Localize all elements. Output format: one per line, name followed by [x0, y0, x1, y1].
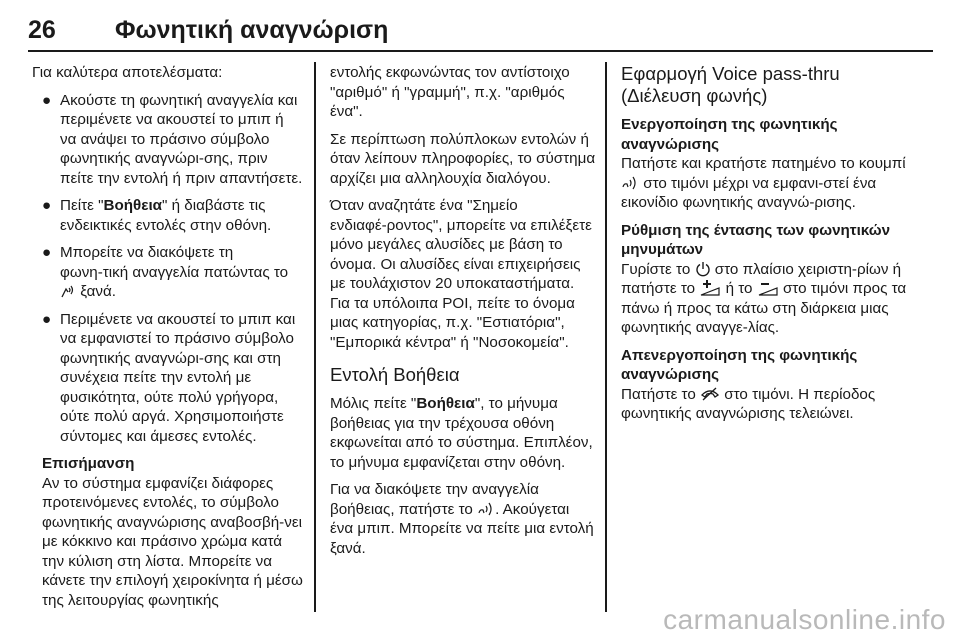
paragraph: Μόλις πείτε "Βοήθεια", το μήνυμα βοήθειας για την τρέχουσα οθόνη εκφωνείται από το σύστημα. Επιπλέον, το μήνυμα εμφανίζεται στην οθόνη. [330, 395, 593, 471]
voice-command-icon [60, 283, 76, 299]
paragraph: Πατήστε και κρατήστε πατημένο το κουμπί στο τιμόνι μέχρι να εμφανι‑στεί ένα εικονίδιο φωνητικής αναγνώ‑ρισης. [621, 155, 906, 211]
column-3 [621, 63, 921, 432]
note-title: Επισήμανση [42, 455, 135, 472]
end-call-icon [700, 386, 720, 402]
list-item: ● Ακούστε τη φωνητική αναγγελία και περιμένετε να ακουστεί το μπιπ ή να ανάψει το πράσινο σύμβολο φωνητικής αναγνώρι‑σης, πριν πείτε την εντολή ή πριν απαντήσετε. [42, 91, 303, 187]
subheading-deactivate: Απενεργοποίηση της φωνητικής αναγνώρισης [621, 346, 858, 383]
note-block [32, 454, 304, 610]
list-item: ● Μπορείτε να διακόψετε τη φωνη‑τική αναγγελία πατώντας το ξανά. [42, 244, 289, 300]
power-knob-icon [695, 261, 711, 277]
page-title: Φωνητική αναγνώριση [115, 16, 389, 44]
tips-list [32, 91, 304, 447]
bullet-icon: ● [42, 197, 52, 214]
paragraph: Πατήστε το στο τιμόνι. Η περίοδος φωνητικής αναγνώρισης τελειώνει. [621, 385, 876, 422]
section-heading-voice-pass-thru: Εφαρμογή Voice pass-thru (Διέλευση φωνής) [621, 63, 840, 106]
subheading-activate: Ενεργοποίηση της φωνητικής αναγνώρισης [621, 116, 838, 153]
header-rule [28, 50, 933, 52]
watermark: carmanualsonline.info [663, 604, 946, 635]
column-2 [330, 63, 596, 566]
column-1 [32, 63, 304, 618]
paragraph: Γυρίστε το στο πλαίσιο χειριστη‑ρίων ή πατήστε το ή το στο τιμόνι προς τα πάνω ή προς τα κάτω στη διάρκεια μιας φωνητικής αναγγε‑λίας. [621, 260, 907, 336]
voice-command-icon [477, 501, 495, 517]
volume-down-icon [757, 280, 779, 296]
intro-text: Για καλύτερα αποτελέσματα: [32, 64, 223, 81]
subheading-volume: Ρύθμιση της έντασης των φωνητικών μηνυμάτων [621, 221, 891, 258]
list-item: ● Πείτε "Βοήθεια" ή διαβάστε τις ενδεικτικές εντολές στην οθόνη. [42, 197, 272, 234]
continued-text: εντολής εκφωνώντας τον αντίστοιχο "αριθμό" ή "γραμμή", π.χ. "αριθμός ένα". [330, 64, 570, 120]
list-item: ● Περιμένετε να ακουστεί το μπιπ και να εμφανιστεί το πράσινο σύμβολο φωνητικής αναγνώρι‑σης και στη συνέχεια πείτε την εντολή με φυσικότητα, ούτε πολύ γρήγορα, ούτε πολύ αργά. Χρησιμοποιήστε σύντομες και άμεσες εντολές. [42, 310, 296, 445]
bullet-icon: ● [42, 244, 52, 261]
paragraph: Σε περίπτωση πολύπλοκων εντολών ή όταν λείπουν πληροφορίες, το σύστημα αρχίζει μια αλληλουχία διαλόγου. [330, 130, 596, 187]
bullet-icon: ● [42, 310, 52, 328]
paragraph: Για να διακόψετε την αναγγελία βοήθειας, πατήστε το . Ακούγεται ένα μπιπ. Μπορείτε να πείτε μια εντολή ξανά. [330, 481, 594, 557]
paragraph: Όταν αναζητάτε ένα "Σημείο ενδιαφέ‑ροντος", μπορείτε να επιλέξετε μόνο μεγάλες αλυσίδες με βάση το όνομα. Οι αλυσίδες είναι επιχειρήσεις με τουλάχιστον 20 υποκαταστήματα. Για τα υπόλοιπα POI, πείτε το όνομα μιας κατηγορίας, π.χ. "Εστιατόρια", "Εμπορικά κέντρα" ή "Νοσοκομεία". [330, 197, 592, 351]
column-divider [605, 62, 607, 612]
note-text: Αν το σύστημα εμφανίζει διάφορες προτεινόμενες εντολές, το σύμβολο φωνητικής αναγνώρισης αναβοσβή‑νει με κόκκινο και πράσινο χρώμα κατά την κύλιση στη λίστα. Μπορείτε να κάνετε την επιλογή χειροκίνητα ή μέσω της λειτουργίας φωνητικής [42, 474, 303, 609]
voice-command-icon [621, 175, 639, 191]
column-divider [314, 62, 316, 612]
volume-up-icon [699, 280, 721, 296]
bullet-icon: ● [42, 91, 52, 109]
page-header [28, 10, 933, 50]
section-heading-help: Εντολή Βοήθεια [330, 364, 460, 385]
page-number: 26 [28, 16, 56, 44]
